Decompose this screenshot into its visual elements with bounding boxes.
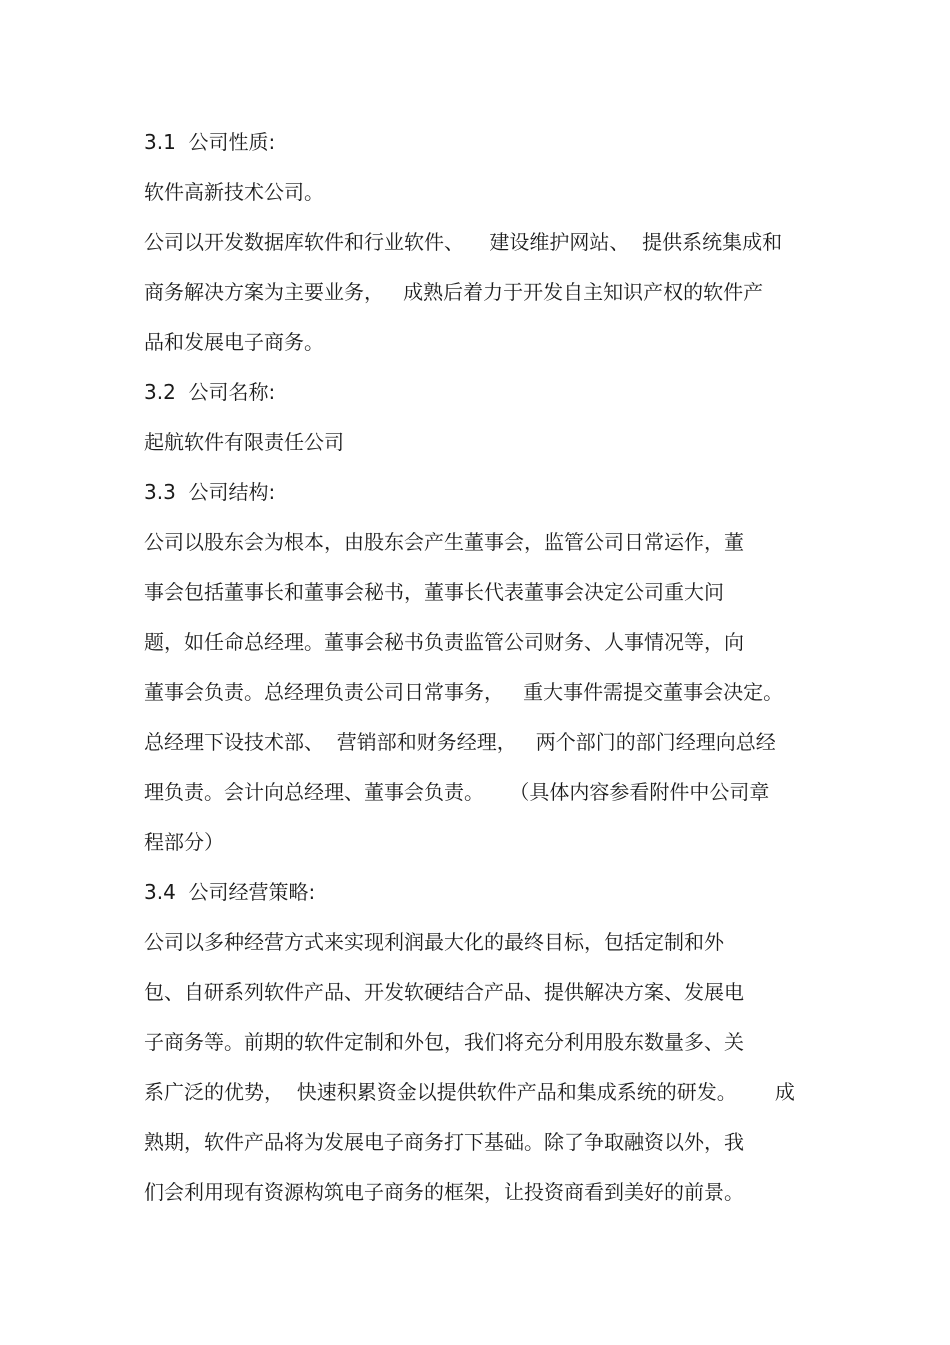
paragraph-line: 董事会负责。总经理负责公司日常事务， 重大事件需提交董事会决定。 — [144, 680, 784, 704]
section-3-3-heading: 3.3 公司结构: — [144, 480, 276, 504]
paragraph-line: 总经理下设技术部、 营销部和财务经理， 两个部门的部门经理向总经 — [144, 730, 776, 754]
paragraph-line: 软件高新技术公司。 — [144, 180, 324, 204]
paragraph-line: 起航软件有限责任公司 — [144, 430, 344, 454]
paragraph-line: 熟期，软件产品将为发展电子商务打下基础。除了争取融资以外，我 — [144, 1130, 744, 1154]
section-3-4-heading: 3.4 公司经营策略: — [144, 880, 316, 904]
paragraph-line: 子商务等。前期的软件定制和外包，我们将充分利用股东数量多、关 — [144, 1030, 744, 1054]
section-3-1-heading: 3.1 公司性质: — [144, 130, 276, 154]
paragraph-line: 公司以股东会为根本，由股东会产生董事会，监管公司日常运作，董 — [144, 530, 744, 554]
paragraph-line: 公司以开发数据库软件和行业软件、 建设维护网站、 提供系统集成和 — [144, 230, 783, 254]
paragraph-line: 品和发展电子商务。 — [144, 330, 324, 354]
paragraph-line: 事会包括董事长和董事会秘书，董事长代表董事会决定公司重大问 — [144, 580, 724, 604]
paragraph-line: 程部分） — [144, 830, 224, 854]
paragraph-line: 理负责。会计向总经理、董事会负责。 （具体内容参看附件中公司章 — [144, 780, 770, 804]
paragraph-line: 系广泛的优势， 快速积累资金以提供软件产品和集成系统的研发。 成 — [144, 1080, 795, 1104]
paragraph-line: 包、自研系列软件产品、开发软硬结合产品、提供解决方案、发展电 — [144, 980, 744, 1004]
section-3-2-heading: 3.2 公司名称: — [144, 380, 276, 404]
paragraph-line: 题，如任命总经理。董事会秘书负责监管公司财务、人事情况等，向 — [144, 630, 744, 654]
paragraph-line: 商务解决方案为主要业务， 成熟后着力于开发自主知识产权的软件产 — [144, 280, 764, 304]
paragraph-line: 们会利用现有资源构筑电子商务的框架，让投资商看到美好的前景。 — [144, 1180, 744, 1204]
paragraph-line: 公司以多种经营方式来实现利润最大化的最终目标，包括定制和外 — [144, 930, 724, 954]
